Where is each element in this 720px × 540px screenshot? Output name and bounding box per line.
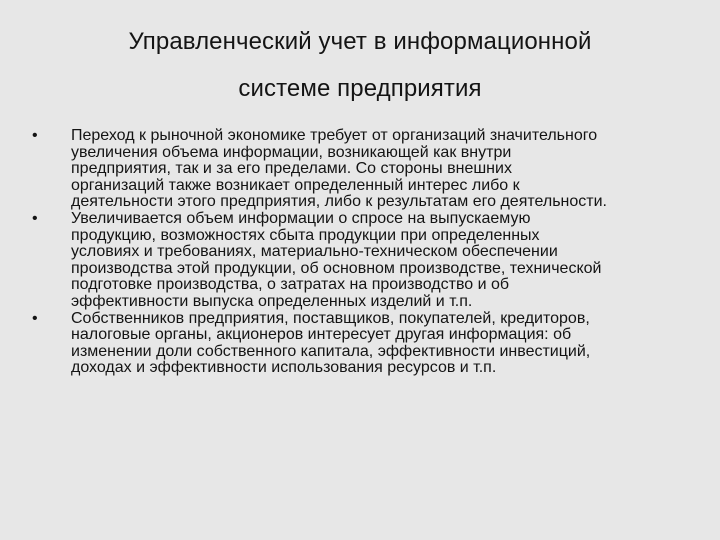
slide-title-line-1: Управленческий учет в информационной <box>128 28 592 55</box>
bullet-line: Увеличивается объем информации о спросе на выпускаемую <box>71 209 531 227</box>
bullet-line: продукцию, возможностях сбыта продукции при определенных <box>71 226 540 244</box>
bullet-line: деятельности этого предприятия, либо к результатам его деятельности. <box>71 193 607 211</box>
bullet-line: условиях и требованиях, материально-техническом обеспечении <box>71 243 558 261</box>
bullet-line: увеличения объема информации, возникающей как внутри <box>71 143 512 161</box>
bullet-line: предприятия, так и за его пределами. Со стороны внешних <box>71 160 512 178</box>
bullet-line: производства этой продукции, об основном производстве, технической <box>71 259 602 277</box>
bullet-line: изменении доли собственного капитала, эффективности инвестиций, <box>71 342 591 360</box>
bullet-line: подготовке производства, о затратах на производство и об <box>71 276 510 294</box>
bullet-item-1 <box>0 128 720 211</box>
bullet-line: доходах и эффективности использования ресурсов и т.п. <box>71 359 497 377</box>
bullet-line: Переход к рыночной экономике требует от организаций значительного <box>71 127 598 144</box>
bullet-line: налоговые органы, акционеров интересует другая информация: об <box>71 326 572 344</box>
bullet-list <box>0 128 720 377</box>
bullet-point-icon: • <box>32 127 38 144</box>
bullet-line: Собственников предприятия, поставщиков, покупателей, кредиторов, <box>71 309 590 327</box>
bullet-text <box>71 311 706 377</box>
bullet-line: организаций также возникает определенный интерес либо к <box>71 176 520 194</box>
bullet-line: эффективности выпуска определенных изделий и т.п. <box>71 292 473 310</box>
bullet-item-3 <box>0 311 720 377</box>
bullet-item-2 <box>0 211 720 311</box>
bullet-point-icon: • <box>32 309 38 327</box>
slide-title-line-2: системе предприятия <box>238 75 482 102</box>
bullet-point-icon: • <box>32 209 38 227</box>
bullet-text <box>71 211 706 311</box>
bullet-text <box>71 128 706 211</box>
